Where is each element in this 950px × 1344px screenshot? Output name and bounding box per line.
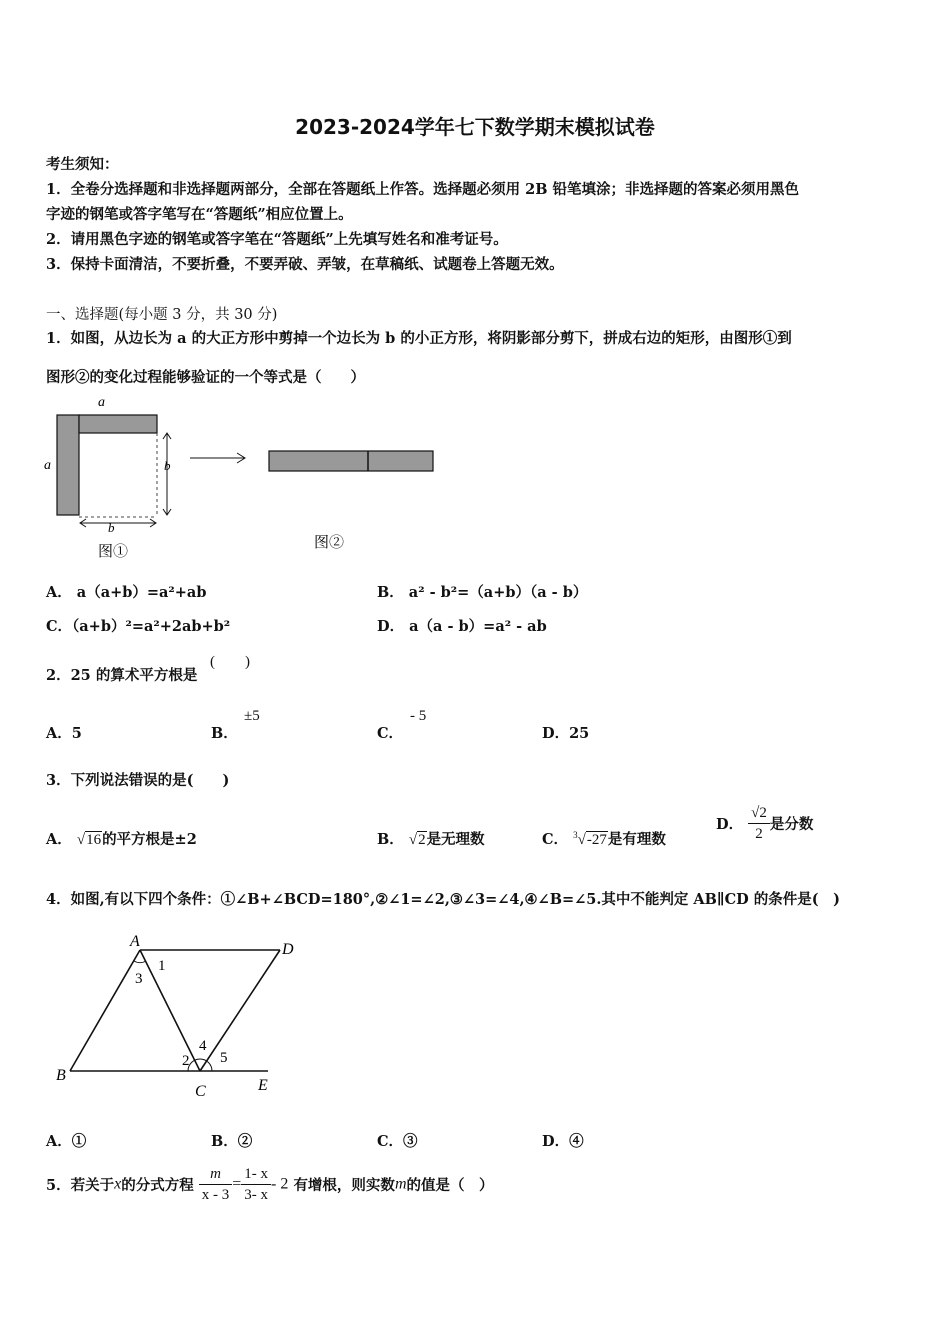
point-C: C (195, 1083, 206, 1100)
q2-option-b-label[interactable]: B． (211, 725, 238, 742)
notice-line-3: 3．保持卡面清洁，不要折叠，不要弄破、弄皱，在草稿纸、试题卷上答题无效。 (46, 256, 564, 273)
cube-root-neg-27: $^3$√-27 (573, 830, 607, 848)
fraction-1-minus-x-over-3-minus-x: $\frac{1- x}{3- x}$ (241, 1164, 271, 1205)
q1-option-a[interactable]: A． a（a+b）=a²+ab (46, 584, 207, 601)
q3-option-b[interactable]: B． √2是无理数 (377, 831, 485, 848)
notice-heading: 考生须知： (46, 156, 119, 173)
shaded-strip-top (79, 415, 157, 433)
angle-3: 3 (135, 971, 143, 987)
segment-CD (200, 950, 280, 1071)
q4-option-c[interactable]: C．③ (377, 1133, 418, 1150)
fraction-root2-over-2: $\frac{√2}{2}$ (748, 803, 770, 844)
point-B: B (56, 1067, 66, 1084)
notice-line-1a: 1．全卷分选择题和非选择题两部分，全部在答题纸上作答。选择题必须用 2B 铅笔填涂；非选择题的答案必须用黑色 (46, 181, 800, 198)
q1-option-b[interactable]: B． a² - b²=（a+b）（a - b） (377, 584, 588, 601)
notice-line-1b: 字迹的钢笔或答字笔写在“答题纸”相应位置上。 (46, 206, 353, 223)
label-b-right: b (164, 458, 171, 473)
sqrt-2: √2 (408, 832, 426, 848)
section-heading: 一、选择题(每小题 3 分，共 30 分) (46, 307, 278, 323)
q1-option-c[interactable]: C．（a+b）²=a²+2ab+b² (46, 618, 231, 635)
q2-paren: ( ) (210, 654, 250, 670)
label-a-left: a (44, 458, 51, 473)
q4-option-b[interactable]: B．② (211, 1133, 253, 1150)
notice-line-2: 2．请用黑色字迹的钢笔或答字笔在“答题纸”上先填写姓名和准考证号。 (46, 231, 508, 248)
q1-figure (40, 390, 460, 565)
q2-option-d[interactable]: D．25 (542, 725, 590, 742)
q3-option-a[interactable]: A． √16的平方根是±2 (46, 831, 197, 848)
q1-option-d[interactable]: D． a（a - b）=a² - ab (377, 618, 547, 635)
label-a-top: a (98, 395, 105, 410)
point-A: A (130, 933, 140, 950)
angle-1: 1 (158, 958, 166, 974)
q3-option-c[interactable]: C． $^3$√-27是有理数 (542, 830, 666, 848)
q3-option-d[interactable]: D． $\frac{√2}{2}$ 是分数 (716, 805, 814, 842)
q2-stem: 2．25 的算术平方根是 (46, 667, 198, 684)
q2-option-c-label[interactable]: C． (377, 725, 404, 742)
q4-figure (50, 928, 294, 1103)
caption-figure-2: 图② (314, 535, 345, 551)
label-b-bottom: b (108, 520, 115, 535)
q5-stem: 5．若关于x的分式方程 $\frac{m}{x - 3}$ = $\frac{1- x}{3- x}$ - 2 有增根，则实数m的值是（ ） (46, 1166, 494, 1203)
segment-AC (140, 950, 200, 1071)
q2-option-b-value: ±5 (244, 708, 260, 724)
fraction-m-over-x-minus-3: $\frac{m}{x - 3}$ (199, 1164, 233, 1205)
shaded-strip-left (57, 415, 79, 515)
q2-option-a[interactable]: A．5 (46, 725, 82, 742)
q3-stem: 3．下列说法错误的是( ) (46, 772, 230, 789)
angle-5: 5 (220, 1050, 228, 1066)
q4-option-d[interactable]: D．④ (542, 1133, 584, 1150)
point-E: E (258, 1077, 268, 1094)
angle-4: 4 (199, 1038, 207, 1054)
q4-stem: 4．如图,有以下四个条件：①∠B+∠BCD=180°,②∠1=∠2,③∠3=∠4,④∠B=∠5.其中不能判定 AB∥CD 的条件是( ) (46, 891, 840, 908)
q1-stem-line1: 1．如图，从边长为 a 的大正方形中剪掉一个边长为 b 的小正方形，将阴影部分剪下，拼成右边的矩形，由图形①到 (46, 330, 792, 347)
sqrt-16: √16 (76, 832, 102, 848)
exam-title: 2023-2024学年七下数学期末模拟试卷 (295, 115, 655, 139)
q1-stem-line2: 图形②的变化过程能够验证的一个等式是（ ） (46, 369, 365, 386)
caption-figure-1: 图① (98, 544, 129, 560)
q4-option-a[interactable]: A．① (46, 1133, 87, 1150)
point-D: D (282, 941, 294, 958)
rearranged-rectangle (269, 451, 433, 471)
segment-AB (70, 950, 140, 1071)
q2-option-c-value: - 5 (410, 708, 427, 724)
angle-2: 2 (182, 1053, 190, 1069)
